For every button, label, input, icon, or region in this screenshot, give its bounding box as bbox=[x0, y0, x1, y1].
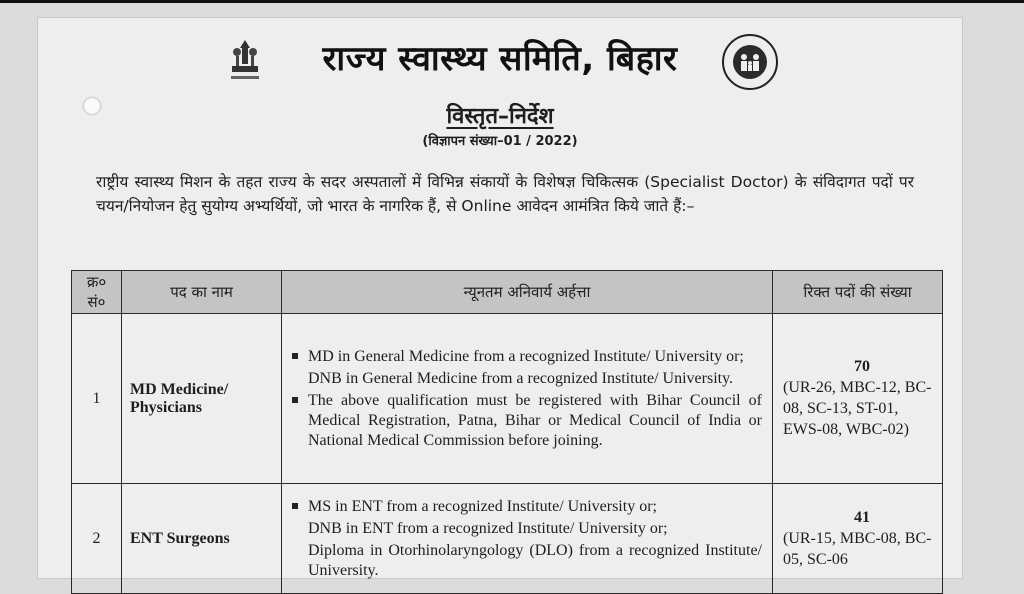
bullet-icon bbox=[292, 397, 298, 403]
row-qualification bbox=[282, 314, 773, 484]
notice-page bbox=[38, 18, 962, 578]
vacancy-breakup: (UR-26, MBC-12, BC-08, SC-13, ST-01, EWS-08, WBC-02) bbox=[783, 379, 932, 438]
qualification-line: DNB in General Medicine from a recognized Institute/ University. bbox=[308, 369, 734, 387]
qualification-line: DNB in ENT from a recognized Institute/ University or; bbox=[308, 519, 668, 537]
qualification-text: The above qualification must be registered with Bihar Council of Medical Registration, Patna, Bihar or Medical Council of India or National Medical Commission before joining. bbox=[308, 391, 762, 449]
header-qualification: न्यूनतम अनिवार्य अर्हत्ता bbox=[282, 271, 773, 314]
table-header-row bbox=[72, 271, 943, 314]
national-health-mission-logo-icon bbox=[720, 32, 780, 92]
intro-paragraph: राष्ट्रीय स्वास्थ्य मिशन के तहत राज्य के सदर अस्पतालों में विभिन्न संकायों के विशेषज्ञ चिकित्सक (Specialist Doctor) के संविदागत पदों पर चयन/नियोजन हेतु सुयोग्य अभ्यर्थियों, जो भारत के नागरिक हैं, से Online आवेदन आमंत्रित किये जाते हैं:– bbox=[96, 173, 914, 215]
header-sn-line1: क्र० bbox=[86, 273, 107, 291]
row-post-name bbox=[122, 314, 282, 484]
header-serial-number bbox=[72, 271, 122, 314]
bullet-icon bbox=[292, 503, 298, 509]
vacancy-breakup: (UR-15, MBC-08, BC-05, SC-06 bbox=[783, 529, 932, 568]
organization-title: राज्य स्वास्थ्य समिति, बिहार bbox=[322, 39, 678, 79]
posts-table bbox=[71, 270, 943, 594]
qualification-item bbox=[288, 391, 762, 451]
top-edge-line bbox=[0, 0, 1024, 3]
advertisement-number: (विज्ञापन संख्या–01 / 2022) bbox=[422, 134, 578, 149]
post-name-line1: MD Medicine/ bbox=[130, 380, 229, 398]
header-vacancies: रिक्त पदों की संख्या bbox=[773, 271, 943, 314]
qualification-text: MS in ENT from a recognized Institute/ University or; bbox=[308, 497, 657, 515]
qualification-line: Diploma in Otorhinolaryngology (DLO) from a recognized Institute/ University. bbox=[308, 541, 762, 579]
row-vacancies bbox=[773, 484, 943, 594]
table-row bbox=[72, 314, 943, 484]
row-qualification bbox=[282, 484, 773, 594]
qualification-item bbox=[288, 347, 762, 367]
subtitle-text: विस्तृत–निर्देश bbox=[446, 104, 554, 129]
qualification-text: MD in General Medicine from a recognized Institute/ University or; bbox=[308, 347, 744, 365]
row-serial-number: 2 bbox=[72, 484, 122, 594]
table-row bbox=[72, 484, 943, 594]
header-post-name: पद का नाम bbox=[122, 271, 282, 314]
vacancy-total: 41 bbox=[854, 508, 870, 526]
row-post-name: ENT Surgeons bbox=[122, 484, 282, 594]
document-subtitle bbox=[38, 100, 962, 130]
bullet-icon bbox=[292, 353, 298, 359]
post-name-line2: Physicians bbox=[130, 398, 203, 416]
header-sn-line2: सं० bbox=[87, 293, 106, 311]
vacancy-total: 70 bbox=[854, 358, 870, 375]
row-vacancies bbox=[773, 314, 943, 484]
qualification-item bbox=[288, 497, 762, 517]
row-serial-number: 1 bbox=[72, 314, 122, 484]
